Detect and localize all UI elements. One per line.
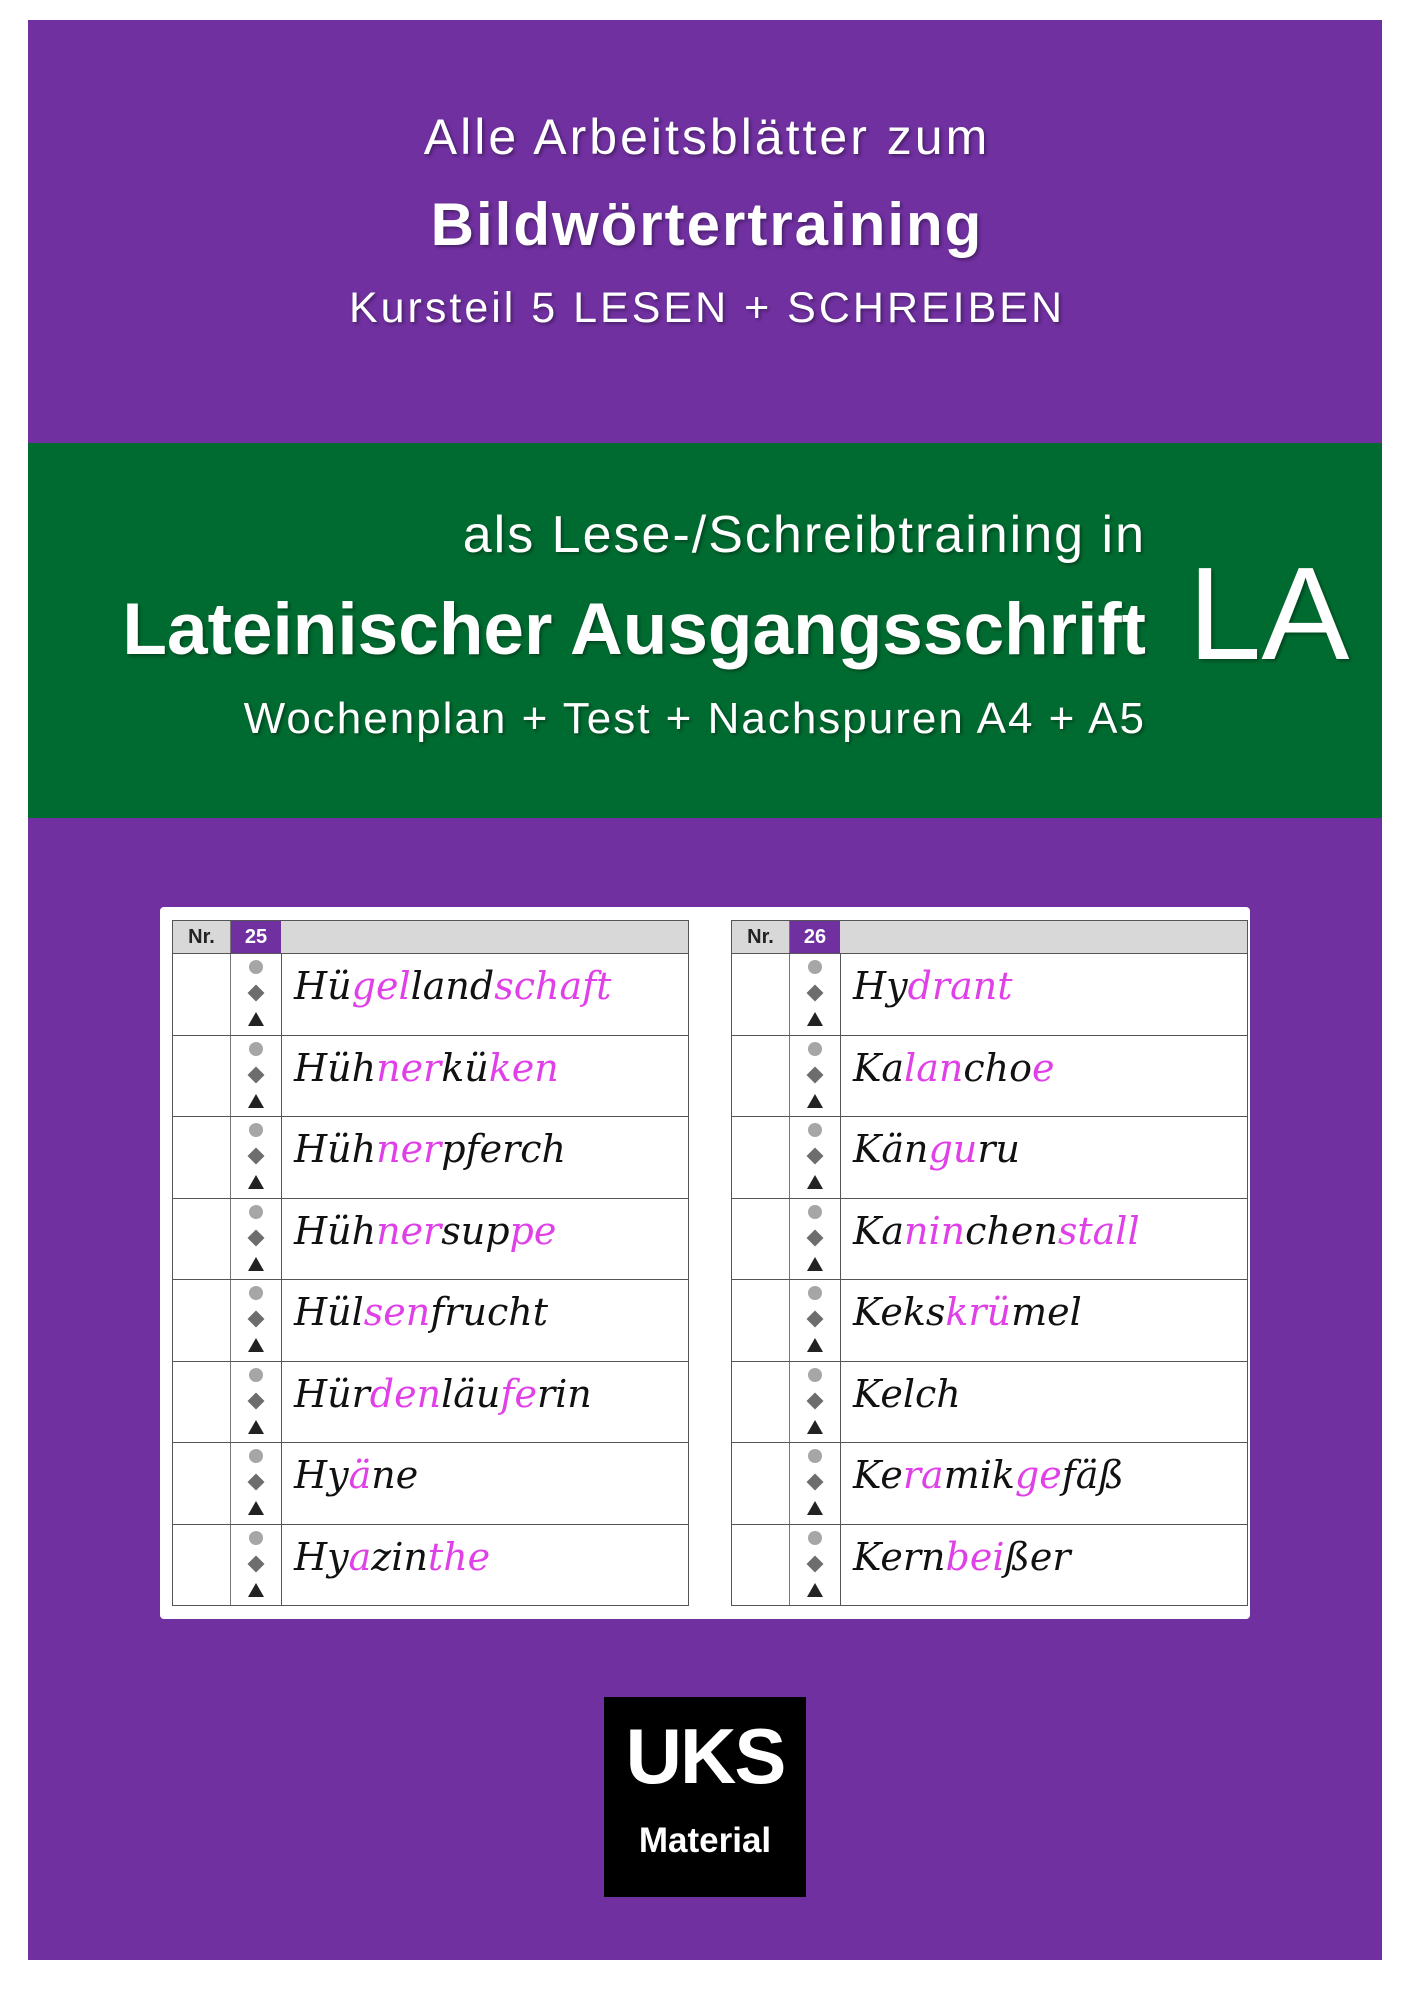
- circle-icon: [808, 1368, 822, 1382]
- title-course-part: Kursteil 5 LESEN + SCHREIBEN: [348, 284, 1066, 332]
- table-row: [173, 1362, 688, 1444]
- triangle-icon: [807, 1094, 823, 1108]
- cursive-word: [841, 1199, 1247, 1280]
- diamond-icon: [248, 1555, 265, 1572]
- level-symbols: [231, 1117, 282, 1198]
- syllable: land: [410, 964, 495, 1008]
- triangle-icon: [807, 1501, 823, 1515]
- diamond-icon: [807, 985, 824, 1002]
- circle-icon: [249, 960, 263, 974]
- diamond-icon: [248, 1392, 265, 1409]
- syllable: Hüh: [294, 1045, 377, 1090]
- level-symbols: [790, 1443, 841, 1524]
- blank-cell: [732, 1199, 790, 1280]
- nr-label: Nr.: [732, 921, 790, 953]
- circle-icon: [808, 1286, 822, 1300]
- syllable-highlight: the: [427, 1534, 491, 1579]
- syllable-highlight: pe: [509, 1208, 557, 1253]
- syllable-highlight: e: [1031, 1045, 1055, 1090]
- logo-subtext: Material: [638, 1821, 772, 1860]
- diamond-icon: [807, 1555, 824, 1572]
- table-row: [732, 1443, 1247, 1525]
- syllable-highlight: ner: [376, 1045, 442, 1090]
- circle-icon: [808, 1531, 822, 1545]
- table-row: [732, 1525, 1247, 1606]
- table-row: [732, 1036, 1247, 1118]
- syllable-highlight: ner: [376, 1208, 442, 1253]
- cursive-word: [841, 954, 1247, 1035]
- blank-cell: [732, 1280, 790, 1361]
- word-table-25: [172, 920, 689, 1606]
- diamond-icon: [807, 1148, 824, 1165]
- syllable: Hüh: [294, 1208, 377, 1253]
- table-row: [732, 1117, 1247, 1199]
- triangle-icon: [248, 1501, 264, 1515]
- syllable: Hüh: [294, 1127, 377, 1171]
- table-row: [173, 1280, 688, 1362]
- level-symbols: [231, 1362, 282, 1443]
- syllable-highlight: nin: [904, 1208, 966, 1253]
- cursive-word: [282, 1525, 688, 1606]
- syllable-highlight: ken: [488, 1045, 559, 1090]
- diamond-icon: [807, 1066, 824, 1083]
- syllable: rin: [536, 1371, 592, 1416]
- table-row: [173, 954, 688, 1036]
- syllable: pferch: [441, 1127, 567, 1171]
- level-symbols: [790, 1199, 841, 1280]
- cursive-word: [282, 1362, 688, 1443]
- triangle-icon: [807, 1175, 823, 1189]
- word-table-26: [731, 920, 1248, 1606]
- level-symbols: [790, 1036, 841, 1117]
- level-symbols: [231, 1280, 282, 1361]
- blank-cell: [732, 1525, 790, 1606]
- syllable: läu: [441, 1371, 501, 1416]
- triangle-icon: [248, 1338, 264, 1352]
- band-script-title: Lateinischer Ausgangsschrift: [122, 589, 1146, 670]
- band-line-3: Wochenplan + Test + Nachspuren A4 + A5: [243, 694, 1146, 743]
- level-symbols: [231, 954, 282, 1035]
- nr-label: Nr.: [173, 921, 231, 953]
- syllable: ne: [371, 1453, 419, 1497]
- syllable: Ke: [853, 1453, 903, 1497]
- syllable: ru: [977, 1127, 1020, 1171]
- sheet-number: 26: [790, 921, 840, 953]
- diamond-icon: [248, 1066, 265, 1083]
- circle-icon: [249, 1205, 263, 1219]
- cursive-word: [282, 1117, 688, 1198]
- triangle-icon: [248, 1583, 264, 1597]
- syllable: mel: [1011, 1290, 1082, 1334]
- diamond-icon: [248, 1148, 265, 1165]
- table-row: [732, 1362, 1247, 1444]
- cursive-word: [282, 1199, 688, 1280]
- table-row: [173, 1199, 688, 1281]
- syllable: fäß: [1061, 1453, 1124, 1497]
- worksheet-preview: [160, 907, 1250, 1619]
- triangle-icon: [248, 1094, 264, 1108]
- syllable-highlight: krü: [945, 1290, 1012, 1334]
- syllable-highlight: ge: [1014, 1453, 1062, 1497]
- table-row: [173, 1443, 688, 1525]
- syllable-highlight: ner: [376, 1127, 442, 1171]
- table-row: [732, 1199, 1247, 1281]
- syllable: Kelch: [853, 1371, 961, 1416]
- title-main: Bildwörtertraining: [430, 191, 984, 258]
- la-mark: LA: [1188, 540, 1350, 687]
- triangle-icon: [807, 1012, 823, 1026]
- diamond-icon: [248, 1229, 265, 1246]
- syllable: frucht: [430, 1290, 548, 1334]
- blank-cell: [173, 1199, 231, 1280]
- table-row: [173, 1117, 688, 1199]
- level-symbols: [231, 1036, 282, 1117]
- blank-cell: [173, 1117, 231, 1198]
- blank-cell: [732, 954, 790, 1035]
- blank-cell: [732, 1117, 790, 1198]
- syllable-highlight: ä: [348, 1453, 372, 1497]
- table-header: [732, 921, 1247, 954]
- syllable: ßer: [1004, 1534, 1071, 1579]
- level-symbols: [790, 1280, 841, 1361]
- circle-icon: [808, 1449, 822, 1463]
- cursive-word: [282, 954, 688, 1035]
- triangle-icon: [807, 1338, 823, 1352]
- diamond-icon: [807, 1311, 824, 1328]
- blank-cell: [732, 1362, 790, 1443]
- syllable-highlight: lan: [904, 1045, 964, 1090]
- blank-cell: [173, 1362, 231, 1443]
- triangle-icon: [807, 1257, 823, 1271]
- sheet-number: 25: [231, 921, 281, 953]
- blank-cell: [173, 1036, 231, 1117]
- level-symbols: [231, 1443, 282, 1524]
- cursive-word: [282, 1036, 688, 1117]
- syllable: sup: [441, 1208, 510, 1253]
- syllable: kü: [441, 1045, 489, 1090]
- level-symbols: [790, 1362, 841, 1443]
- triangle-icon: [248, 1420, 264, 1434]
- cursive-word: [841, 1362, 1247, 1443]
- cursive-word: [841, 1443, 1247, 1524]
- syllable: Keks: [853, 1290, 946, 1334]
- syllable: Hü: [294, 964, 352, 1008]
- diamond-icon: [807, 1229, 824, 1246]
- level-symbols: [790, 1117, 841, 1198]
- syllable: Hür: [294, 1371, 370, 1416]
- syllable: Kän: [853, 1127, 929, 1171]
- triangle-icon: [248, 1012, 264, 1026]
- table-row: [173, 1525, 688, 1606]
- cursive-word: [841, 1117, 1247, 1198]
- table-header: [173, 921, 688, 954]
- syllable: Ka: [853, 1045, 905, 1090]
- syllable-highlight: a: [348, 1534, 372, 1579]
- circle-icon: [249, 1368, 263, 1382]
- blank-cell: [173, 1443, 231, 1524]
- cursive-word: [841, 1036, 1247, 1117]
- diamond-icon: [248, 985, 265, 1002]
- diamond-icon: [807, 1392, 824, 1409]
- uks-logo: [604, 1697, 806, 1897]
- diamond-icon: [248, 1311, 265, 1328]
- syllable-highlight: drant: [907, 964, 1013, 1008]
- triangle-icon: [248, 1175, 264, 1189]
- syllable: Ka: [853, 1208, 905, 1253]
- diamond-icon: [248, 1474, 265, 1491]
- circle-icon: [808, 1123, 822, 1137]
- cursive-word: [841, 1525, 1247, 1606]
- table-row: [732, 1280, 1247, 1362]
- syllable: mik: [943, 1453, 1015, 1497]
- syllable: Hy: [294, 1534, 349, 1579]
- logo-text: UKS: [625, 1712, 785, 1800]
- circle-icon: [808, 960, 822, 974]
- blank-cell: [732, 1443, 790, 1524]
- diamond-icon: [807, 1474, 824, 1491]
- syllable: Hy: [294, 1453, 349, 1497]
- circle-icon: [249, 1449, 263, 1463]
- syllable-highlight: sen: [363, 1290, 431, 1334]
- syllable-highlight: ra: [902, 1453, 944, 1497]
- blank-cell: [732, 1036, 790, 1117]
- level-symbols: [790, 1525, 841, 1606]
- blank-cell: [173, 1525, 231, 1606]
- circle-icon: [249, 1531, 263, 1545]
- syllable: zin: [371, 1534, 428, 1579]
- table-row: [173, 1036, 688, 1118]
- level-symbols: [231, 1199, 282, 1280]
- blank-cell: [173, 954, 231, 1035]
- blank-cell: [173, 1280, 231, 1361]
- syllable: Hül: [294, 1290, 364, 1334]
- syllable: Hy: [853, 964, 908, 1008]
- circle-icon: [249, 1042, 263, 1056]
- circle-icon: [249, 1286, 263, 1300]
- cursive-word: [282, 1443, 688, 1524]
- syllable-highlight: gel: [351, 964, 411, 1008]
- circle-icon: [249, 1123, 263, 1137]
- title-line-1: Alle Arbeitsblätter zum: [423, 109, 991, 165]
- cursive-word: [841, 1280, 1247, 1361]
- syllable: Kern: [853, 1534, 946, 1579]
- syllable-highlight: stall: [1057, 1208, 1140, 1253]
- triangle-icon: [807, 1420, 823, 1434]
- triangle-icon: [248, 1257, 264, 1271]
- syllable: cho: [963, 1045, 1032, 1090]
- cursive-word: [282, 1280, 688, 1361]
- circle-icon: [808, 1205, 822, 1219]
- syllable-highlight: fe: [500, 1371, 537, 1416]
- band-line-1: als Lese-/Schreibtraining in: [462, 506, 1146, 564]
- triangle-icon: [807, 1583, 823, 1597]
- syllable-highlight: gu: [928, 1127, 978, 1171]
- syllable-highlight: schaft: [494, 964, 612, 1008]
- syllable: chen: [965, 1208, 1058, 1253]
- level-symbols: [790, 954, 841, 1035]
- level-symbols: [231, 1525, 282, 1606]
- circle-icon: [808, 1042, 822, 1056]
- syllable-highlight: den: [369, 1371, 442, 1416]
- table-row: [732, 954, 1247, 1036]
- syllable-highlight: bei: [945, 1534, 1005, 1579]
